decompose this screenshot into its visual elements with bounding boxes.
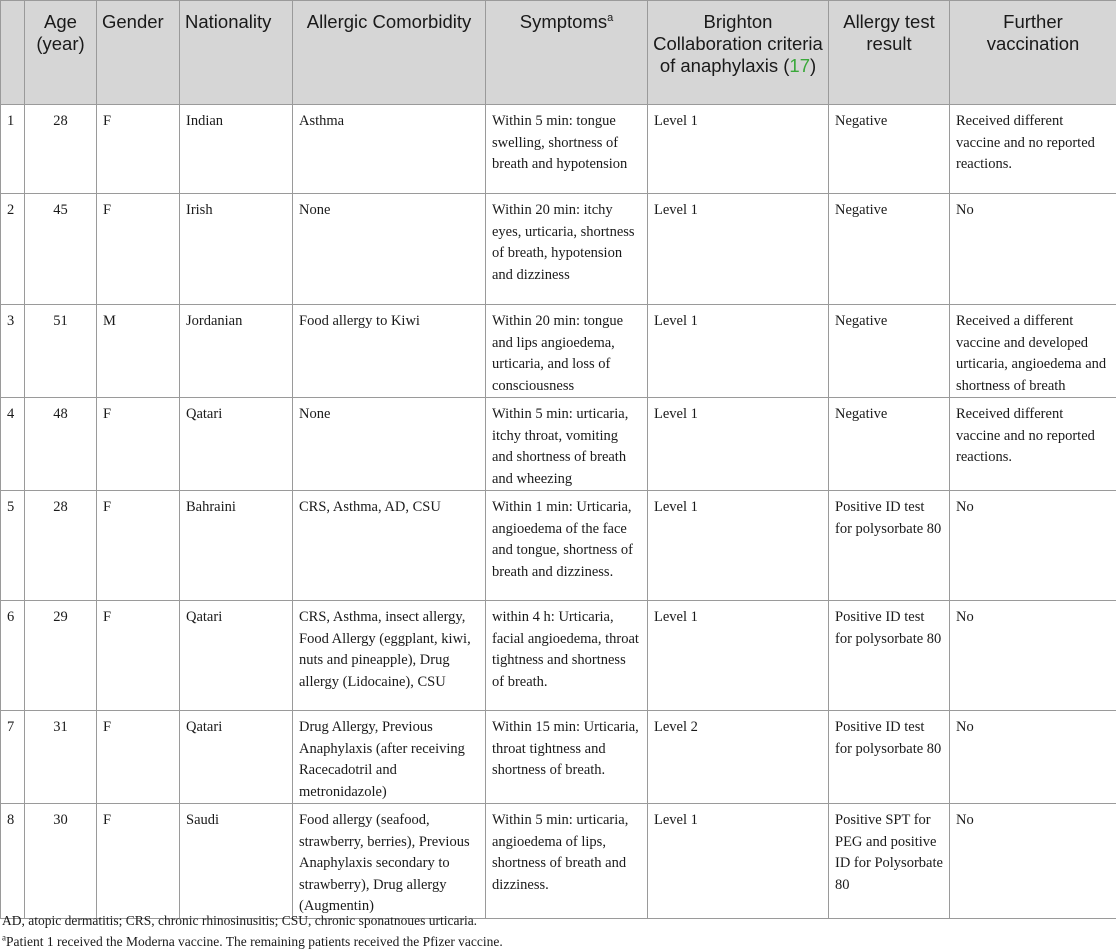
cell-symptoms: Within 20 min: itchy eyes, urticaria, shortness of breath, hypotension and dizziness (486, 194, 648, 305)
abbreviations-note: AD, atopic dermatitis; CRS, chronic rhinosinusitis; CSU, chronic sponatnoues urticaria. (2, 913, 478, 928)
cell-comorbidity: None (293, 398, 486, 491)
cell-further-vaccination: No (950, 804, 1116, 919)
cell-comorbidity: CRS, Asthma, AD, CSU (293, 491, 486, 601)
cell-symptoms: Within 15 min: Urticaria, throat tightness and shortness of breath. (486, 711, 648, 804)
cell-brighton: Level 2 (648, 711, 829, 804)
reference-link[interactable]: 17 (789, 55, 810, 76)
header-symptoms (486, 1, 648, 105)
cell-comorbidity: Food allergy (seafood, strawberry, berries), Previous Anaphylaxis secondary to strawberry), Drug allergy (Augmentin) (293, 804, 486, 919)
cell-nationality: Bahraini (180, 491, 293, 601)
cell-symptoms: Within 5 min: urticaria, angioedema of lips, shortness of breath and dizziness. (486, 804, 648, 919)
header-brighton-close: ) (809, 55, 817, 76)
cell-comorbidity: None (293, 194, 486, 305)
cell-further-vaccination: No (950, 194, 1116, 305)
cell-brighton: Level 1 (648, 398, 829, 491)
cell-further-vaccination: Received different vaccine and no reported reactions. (950, 398, 1116, 491)
table-footnotes (2, 910, 1112, 952)
cell-gender: F (97, 398, 180, 491)
cell-nationality: Jordanian (180, 305, 293, 398)
footnote-marker: a (607, 11, 614, 24)
header-brighton-label: Brighton Collaboration criteria of anaphylaxis ( (653, 11, 823, 76)
vaccine-note-text: Patient 1 received the Moderna vaccine. The remaining patients received the Pfizer vaccine. (6, 934, 503, 949)
table-header (1, 1, 1116, 105)
cell-symptoms: Within 20 min: tongue and lips angioedema, urticaria, and loss of consciousness (486, 305, 648, 398)
cell-age: 29 (25, 601, 97, 711)
cell-further-vaccination: Received a different vaccine and developed urticaria, angioedema and shortness of breath (950, 305, 1116, 398)
cell-age: 48 (25, 398, 97, 491)
header-brighton (648, 1, 829, 105)
header-nationality: Nationality (180, 1, 293, 105)
cell-comorbidity: Drug Allergy, Previous Anaphylaxis (after receiving Racecadotril and metronidazole) (293, 711, 486, 804)
header-gender: Gender (97, 1, 180, 105)
cell-age: 28 (25, 491, 97, 601)
table-row (1, 398, 1116, 491)
header-symptoms-label: Symptoms (519, 11, 608, 32)
cell-allergy-test: Positive ID test for polysorbate 80 (829, 711, 950, 804)
table-row (1, 105, 1116, 194)
cell-num: 1 (1, 105, 25, 194)
cell-symptoms: Within 1 min: Urticaria, angioedema of the face and tongue, shortness of breath and dizziness. (486, 491, 648, 601)
cell-further-vaccination: Received different vaccine and no reported reactions. (950, 105, 1116, 194)
cell-gender: F (97, 491, 180, 601)
table-row (1, 194, 1116, 305)
header-further-vaccination: Further vaccination (950, 1, 1116, 105)
cell-nationality: Indian (180, 105, 293, 194)
cell-gender: F (97, 804, 180, 919)
cell-allergy-test: Positive ID test for polysorbate 80 (829, 601, 950, 711)
cell-brighton: Level 1 (648, 491, 829, 601)
cell-brighton: Level 1 (648, 105, 829, 194)
cell-nationality: Qatari (180, 398, 293, 491)
table-row (1, 711, 1116, 804)
header-age: Age (year) (25, 1, 97, 105)
cell-num: 2 (1, 194, 25, 305)
cell-allergy-test: Negative (829, 398, 950, 491)
cell-allergy-test: Negative (829, 105, 950, 194)
cell-symptoms: Within 5 min: tongue swelling, shortness of breath and hypotension (486, 105, 648, 194)
cell-allergy-test: Positive SPT for PEG and positive ID for Polysorbate 80 (829, 804, 950, 919)
table-body (1, 105, 1116, 919)
cell-gender: M (97, 305, 180, 398)
cell-further-vaccination: No (950, 491, 1116, 601)
cell-nationality: Irish (180, 194, 293, 305)
cell-nationality: Qatari (180, 711, 293, 804)
cell-num: 3 (1, 305, 25, 398)
table-row (1, 305, 1116, 398)
cell-symptoms: within 4 h: Urticaria, facial angioedema, throat tightness and shortness of breath. (486, 601, 648, 711)
cell-age: 45 (25, 194, 97, 305)
cell-age: 28 (25, 105, 97, 194)
cell-age: 30 (25, 804, 97, 919)
cell-comorbidity: Asthma (293, 105, 486, 194)
cell-num: 4 (1, 398, 25, 491)
cell-symptoms: Within 5 min: urticaria, itchy throat, vomiting and shortness of breath and wheezing (486, 398, 648, 491)
cell-allergy-test: Negative (829, 194, 950, 305)
cell-age: 51 (25, 305, 97, 398)
header-num (1, 1, 25, 105)
cell-brighton: Level 1 (648, 305, 829, 398)
table-row (1, 804, 1116, 919)
cell-allergy-test: Positive ID test for polysorbate 80 (829, 491, 950, 601)
cell-gender: F (97, 711, 180, 804)
cell-brighton: Level 1 (648, 804, 829, 919)
header-allergy-test: Allergy test result (829, 1, 950, 105)
cell-gender: F (97, 105, 180, 194)
cell-comorbidity: Food allergy to Kiwi (293, 305, 486, 398)
cell-further-vaccination: No (950, 711, 1116, 804)
cell-nationality: Qatari (180, 601, 293, 711)
cell-num: 5 (1, 491, 25, 601)
header-comorbidity: Allergic Comorbidity (293, 1, 486, 105)
cell-gender: F (97, 601, 180, 711)
footnote-marker: a (2, 932, 6, 943)
cell-age: 31 (25, 711, 97, 804)
table-row (1, 601, 1116, 711)
cell-num: 6 (1, 601, 25, 711)
cell-comorbidity: CRS, Asthma, insect allergy, Food Allergy (eggplant, kiwi, nuts and pineapple), Drug allergy (Lidocaine), CSU (293, 601, 486, 711)
cell-brighton: Level 1 (648, 601, 829, 711)
cell-num: 8 (1, 804, 25, 919)
vaccine-note (2, 931, 1112, 952)
cell-num: 7 (1, 711, 25, 804)
cell-nationality: Saudi (180, 804, 293, 919)
cell-brighton: Level 1 (648, 194, 829, 305)
cell-further-vaccination: No (950, 601, 1116, 711)
table-row (1, 491, 1116, 601)
cell-allergy-test: Negative (829, 305, 950, 398)
cell-gender: F (97, 194, 180, 305)
